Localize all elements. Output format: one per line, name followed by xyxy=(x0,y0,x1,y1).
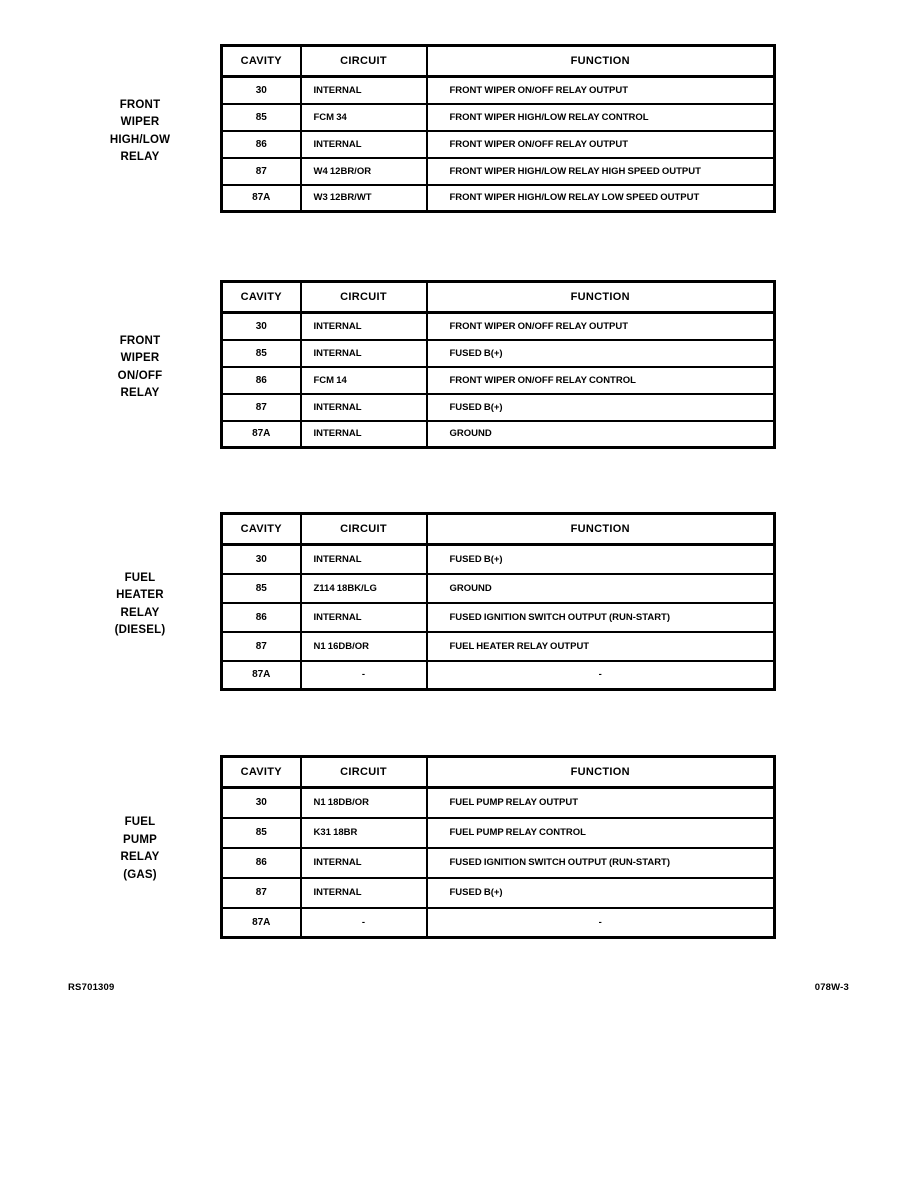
relay-name-line: RELAY xyxy=(120,151,160,163)
circuit-cell: INTERNAL xyxy=(301,603,427,632)
table-row xyxy=(222,367,775,394)
relay-pinout-table xyxy=(220,512,776,691)
function-cell: FRONT WIPER ON/OFF RELAY CONTROL xyxy=(427,367,775,394)
cavity-cell: 85 xyxy=(222,818,301,848)
relay-name-line: HEATER xyxy=(116,589,164,601)
circuit-cell: INTERNAL xyxy=(301,545,427,574)
header-row xyxy=(222,46,775,77)
cavity-cell: 87A xyxy=(222,661,301,690)
table-row xyxy=(222,878,775,908)
table-row xyxy=(222,158,775,185)
circuit-cell: INTERNAL xyxy=(301,878,427,908)
relay-name-line: (DIESEL) xyxy=(114,624,166,636)
function-cell: FUSED B(+) xyxy=(427,340,775,367)
header-row xyxy=(222,514,775,545)
cavity-cell: 86 xyxy=(222,131,301,158)
function-cell: FUSED IGNITION SWITCH OUTPUT (RUN-START) xyxy=(427,848,775,878)
relay-name-line: HIGH/LOW xyxy=(109,133,171,146)
function-cell: FUEL HEATER RELAY OUTPUT xyxy=(427,632,775,661)
page-reference-code: 078W-3 xyxy=(814,982,849,993)
header-row xyxy=(222,282,775,313)
relay-name-line: FRONT xyxy=(119,334,161,347)
column-header-cavity: CAVITY xyxy=(222,282,301,313)
function-cell: GROUND xyxy=(427,421,775,448)
circuit-cell: INTERNAL xyxy=(301,394,427,421)
table-row xyxy=(222,848,775,878)
relay-name-line: (GAS) xyxy=(123,868,157,881)
circuit-cell: INTERNAL xyxy=(301,131,427,158)
circuit-cell: - xyxy=(301,661,427,690)
cavity-cell: 30 xyxy=(222,545,301,574)
table-row xyxy=(222,545,775,574)
function-cell: FUSED B(+) xyxy=(427,545,775,574)
circuit-cell: N1 16DB/OR xyxy=(301,632,427,661)
relay-name-line: FUEL xyxy=(124,571,156,584)
relay-table-group-fuel-heater xyxy=(60,512,773,691)
function-cell: FUSED IGNITION SWITCH OUTPUT (RUN-START) xyxy=(427,603,775,632)
cavity-cell: 30 xyxy=(222,77,301,104)
cavity-cell: 86 xyxy=(222,367,301,394)
function-cell: GROUND xyxy=(427,574,775,603)
circuit-cell: INTERNAL xyxy=(301,340,427,367)
circuit-cell: INTERNAL xyxy=(301,313,427,340)
relay-name-line: FRONT xyxy=(119,98,161,111)
cavity-cell: 86 xyxy=(222,603,301,632)
circuit-cell: Z114 18BK/LG xyxy=(301,574,427,603)
header-row xyxy=(222,757,775,788)
column-header-cavity: CAVITY xyxy=(222,46,301,77)
circuit-cell: W3 12BR/WT xyxy=(301,185,427,212)
table-row xyxy=(222,661,775,690)
table-row xyxy=(222,185,775,212)
table-row xyxy=(222,788,775,818)
relay-name-line: RELAY xyxy=(120,606,160,619)
relay-name-label xyxy=(60,515,220,694)
column-header-function: FUNCTION xyxy=(427,514,775,545)
function-cell: FRONT WIPER HIGH/LOW RELAY HIGH SPEED OUTPUT xyxy=(427,158,775,185)
function-cell: FRONT WIPER ON/OFF RELAY OUTPUT xyxy=(427,131,775,158)
relay-pinout-table xyxy=(220,755,776,939)
circuit-cell: FCM 34 xyxy=(301,104,427,131)
column-header-circuit: CIRCUIT xyxy=(301,46,427,77)
cavity-cell: 85 xyxy=(222,340,301,367)
column-header-circuit: CIRCUIT xyxy=(301,282,427,313)
cavity-cell: 85 xyxy=(222,574,301,603)
cavity-cell: 87 xyxy=(222,394,301,421)
table-row xyxy=(222,104,775,131)
table-row xyxy=(222,574,775,603)
column-header-function: FUNCTION xyxy=(427,282,775,313)
cavity-cell: 87A xyxy=(222,185,301,212)
circuit-cell: W4 12BR/OR xyxy=(301,158,427,185)
circuit-cell: - xyxy=(301,908,427,938)
column-header-cavity: CAVITY xyxy=(222,757,301,788)
function-cell: FRONT WIPER ON/OFF RELAY OUTPUT xyxy=(427,77,775,104)
table-row xyxy=(222,908,775,938)
table-row xyxy=(222,632,775,661)
function-cell: FRONT WIPER HIGH/LOW RELAY LOW SPEED OUTPUT xyxy=(427,185,775,212)
relay-table-group-front-wiper-on-off xyxy=(60,280,773,449)
circuit-cell: N1 18DB/OR xyxy=(301,788,427,818)
relay-name-line: WIPER xyxy=(120,116,160,128)
relay-name-line: WIPER xyxy=(120,352,160,364)
column-header-circuit: CIRCUIT xyxy=(301,757,427,788)
circuit-cell: FCM 14 xyxy=(301,367,427,394)
cavity-cell: 87 xyxy=(222,878,301,908)
relay-pinout-table xyxy=(220,280,776,449)
function-cell: FRONT WIPER ON/OFF RELAY OUTPUT xyxy=(427,313,775,340)
circuit-cell: INTERNAL xyxy=(301,421,427,448)
relay-table-group-fuel-pump xyxy=(60,755,773,937)
table-row xyxy=(222,77,775,104)
table-row xyxy=(222,603,775,632)
relay-name-line: PUMP xyxy=(122,833,158,846)
circuit-cell: INTERNAL xyxy=(301,77,427,104)
function-cell: FRONT WIPER HIGH/LOW RELAY CONTROL xyxy=(427,104,775,131)
relay-name-label xyxy=(60,758,220,940)
relay-name-line: ON/OFF xyxy=(117,369,163,382)
table-row xyxy=(222,421,775,448)
table-row xyxy=(222,131,775,158)
function-cell: FUEL PUMP RELAY OUTPUT xyxy=(427,788,775,818)
cavity-cell: 85 xyxy=(222,104,301,131)
cavity-cell: 87 xyxy=(222,158,301,185)
table-row xyxy=(222,340,775,367)
column-header-function: FUNCTION xyxy=(427,46,775,77)
document-number: RS701309 xyxy=(68,982,115,993)
circuit-cell: K31 18BR xyxy=(301,818,427,848)
cavity-cell: 87 xyxy=(222,632,301,661)
relay-name-line: FUEL xyxy=(124,816,156,828)
function-cell: FUSED B(+) xyxy=(427,394,775,421)
relay-name-label xyxy=(60,47,220,216)
relay-name-line: RELAY xyxy=(120,387,160,399)
column-header-function: FUNCTION xyxy=(427,757,775,788)
table-row xyxy=(222,313,775,340)
cavity-cell: 87A xyxy=(222,908,301,938)
table-row xyxy=(222,394,775,421)
cavity-cell: 30 xyxy=(222,788,301,818)
table-row xyxy=(222,818,775,848)
cavity-cell: 30 xyxy=(222,313,301,340)
column-header-cavity: CAVITY xyxy=(222,514,301,545)
function-cell: - xyxy=(427,908,775,938)
cavity-cell: 86 xyxy=(222,848,301,878)
relay-name-label xyxy=(60,283,220,452)
relay-table-group-front-wiper-high-low xyxy=(60,44,773,213)
function-cell: FUSED B(+) xyxy=(427,878,775,908)
column-header-circuit: CIRCUIT xyxy=(301,514,427,545)
circuit-cell: INTERNAL xyxy=(301,848,427,878)
function-cell: - xyxy=(427,661,775,690)
function-cell: FUEL PUMP RELAY CONTROL xyxy=(427,818,775,848)
relay-pinout-table xyxy=(220,44,776,213)
relay-name-line: RELAY xyxy=(120,851,160,863)
cavity-cell: 87A xyxy=(222,421,301,448)
